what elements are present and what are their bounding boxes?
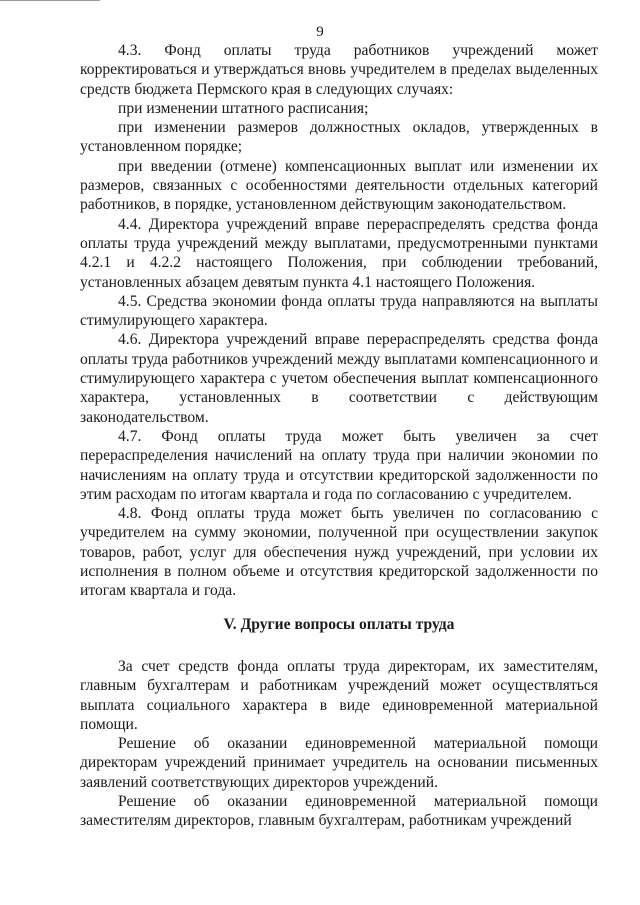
document-body: [80, 41, 598, 831]
top-edge-rule: [0, 0, 100, 1]
page-number: 9: [316, 24, 324, 40]
list-item-staffing-change: при изменении штатного расписания;: [118, 99, 369, 117]
paragraph-4-4: 4.4. Директора учреждений вправе перераспределять средства фонда оплаты труда учреждений между выплатами, предусмотренными пунктами 4.2.1 и 4.2.2 настоящего Положения, при соблюдении требований, установленных абзацем девятым пункта 4.1 настоящего Положения.: [80, 215, 598, 291]
paragraph-4-7: 4.7. Фонд оплаты труда может быть увеличен за счет перераспределения начислений на оплату труда при наличии экономии по начислениям на оплату труда и отсутствии кредиторской задолженности по этим расходам по итогам квартала и года по согласованию с учредителем.: [80, 427, 598, 503]
paragraph-directors-aid-decision: Решение об оказании единовременной материальной помощи директорам учреждений принимает учредитель на основании письменных заявлений соответствующих директоров учреждений.: [80, 735, 598, 791]
list-item-salary-change: при изменении размеров должностных окладов, утвержденных в установленном порядке;: [80, 119, 598, 156]
paragraph-4-6: 4.6. Директора учреждений вправе перераспределять средства фонда оплаты труда работников учреждений между выплатами компенсационного и стимулирующего характера с учетом обеспечения выплат компенсационного характера, установленных в соответствии с действующим законодательством.: [80, 331, 598, 426]
section-heading: V. Другие вопросы оплаты труда: [223, 615, 455, 633]
list-item-compensation-change: при введении (отмене) компенсационных выплат или изменении их размеров, связанных с особенностями деятельности отдельных категорий работников, в порядке, установленном действующим законодательством.: [80, 157, 598, 214]
paragraph-material-aid: За счет средств фонда оплаты труда директорам, их заместителям, главным бухгалтерам и работникам учреждений может осуществляться выплата социального характера в виде единовременной материальной помощи.: [80, 657, 598, 733]
paragraph-4-8: 4.8. Фонд оплаты труда может быть увеличен по согласованию с учредителем на сумму экономии, полученной при осуществлении закупок товаров, работ, услуг для обеспечения нужд учреждений, при условии их исполнения в полном объеме и отсутствия кредиторской задолженности по итогам квартала и года.: [80, 505, 598, 600]
paragraph-4-3: 4.3. Фонд оплаты труда работников учреждений может корректироваться и утверждаться вновь учредителем в пределах выделенных средств бюджета Пермского края в следующих случаях:: [80, 42, 598, 98]
paragraph-4-5: 4.5. Средства экономии фонда оплаты труда направляются на выплаты стимулирующего характера.: [80, 292, 598, 330]
paragraph-deputies-aid-decision: Решение об оказании единовременной материальной помощи заместителям директоров, главным бухгалтерам, работникам учреждений: [80, 792, 598, 830]
